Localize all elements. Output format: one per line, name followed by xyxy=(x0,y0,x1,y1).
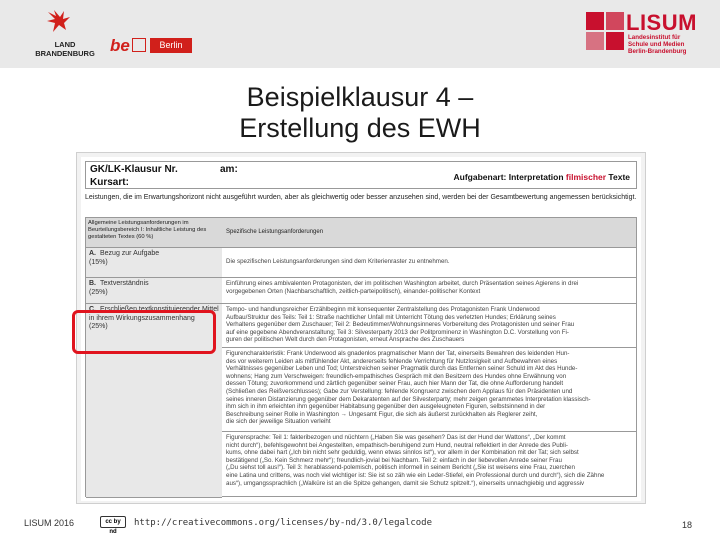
row-text-line: Die spezifischen Leistungsanforderungen sind dem Kriterienraster zu entnehmen. xyxy=(226,258,450,265)
row-text-line: Figurensprache: Teil 1: fakteribezogen und nüchtern („Haben Sie was gesehen? Das ist der Hund der Wattons“, „Der kommt xyxy=(226,434,566,441)
slide-title xyxy=(160,82,560,144)
license-url[interactable]: http://creativecommons.org/licenses/by-nd/3.0/legalcode xyxy=(134,518,433,528)
row-text-line: eine Latina und crittens, was noch viel wichtiger ist: Sie ist so zäh wie ein Leder-Stiefel, ein Professional durch und durch“), sich die Zähne xyxy=(226,471,605,479)
exam-number-label: GK/LK-Klausur Nr. xyxy=(90,164,178,175)
row-text-line: ihm sich in ihm erleichten ihm gegenüber Habitabsung gegenüber den ausgeleugneten Figuren, selbstsinnend in der xyxy=(226,403,546,411)
task-type-prefix: Aufgabenart: Interpretation xyxy=(453,172,566,182)
berlin-logo-box: Berlin xyxy=(150,38,192,53)
row-text-line: Aufbau/Struktur des Teils: Teil 1: Straße nachtlicher Unfall mit Unterricht Tötung des verletzten Hundes; Erklärung seines xyxy=(226,313,556,321)
task-type-highlight: filmischer xyxy=(565,172,607,182)
lisum-name: LISUM xyxy=(626,10,697,35)
row-text-line: dessen Tötung; zuvorkommend und zärtlich gegenüber seiner Frau, auch hier Mann der Tat, die ohne Aufforderung handelt xyxy=(226,380,564,388)
table-row-a-text xyxy=(222,248,636,278)
row-text-line: Verhältnisses gegenüber Leben und Tod; Unterstreichen seiner Pragmatik durch das Entfernen seiner Schuld im Akt des Hunde- xyxy=(226,365,578,373)
row-text-line: Figurencharakteristik: Frank Underwood als gnadenlos pragmatischer Mann der Tat, einerseits Bewahren des leidenden Hun- xyxy=(226,350,570,357)
task-type-label xyxy=(454,172,631,182)
brandenburg-logo xyxy=(30,6,100,62)
exam-date-label: am: xyxy=(220,164,238,175)
eagle-icon xyxy=(44,6,74,36)
row-text-line: vorgegebenen Orten (Nachbarschaftlich, zeitlich-parteipolitisch), einander-politischer Kontext xyxy=(226,287,481,295)
brandenburg-logo-text: LAND BRANDENBURG xyxy=(35,40,95,58)
row-text-line: die sich der jeweilige Situation verleiht xyxy=(226,418,331,426)
row-text-line: kums, ohne dabei hart („Ich bin nicht sehr geduldig, wenn etwas sinnlos ist“), vor allem in der Kombination mit der Tat; sich selbst xyxy=(226,449,579,457)
row-text-line: auf eine gegebene Abendveranstaltung; Teil 3: Silvesterparty 2013 der Politprominenz in Washington D.C. Vorstellung von Fi- xyxy=(226,328,569,336)
course-type-label: Kursart: xyxy=(90,177,129,188)
row-text-line: Beschreibung seiner Rolle in Washington → Ungesamt Figur, die sich als äußerst zurückhalten als Reglerer zeiht, xyxy=(226,410,538,418)
document-intro: Leistungen, die im Erwartungshorizont nicht ausgeführt wurden, aber als gleichwertig oder besser anzusehen sind, werden bei der Gesamtbewertung angemessen berücksichtigt. xyxy=(85,194,637,201)
row-label: Textverständnis xyxy=(100,280,149,287)
row-text-line: nicht durch“), befehlsgewohnt bei Angestellten, empathisch-beruhigend zum Hund, neutral reflektiert in der Anrede des Publi- xyxy=(226,441,568,449)
row-text-line: Einführung eines ambivalenten Protagonisten, der im politischen Washington arbeitet, durch Präsentation seines Agierens in drei xyxy=(226,280,579,287)
row-label: Bezug zur Aufgabe xyxy=(100,250,160,257)
header-band xyxy=(0,0,720,68)
row-weight: (25%) xyxy=(89,288,108,296)
row-text-line: („Du siehst toll aus!“). Teil 3: herablassend-polemisch, politisch informell in seinem Bericht („Sie ist weisens eine Frau, zuerchen xyxy=(226,464,575,472)
row-letter: A. xyxy=(89,250,96,257)
row-text-line: guren der politischen Welt durch den Protagonisten, erneut Ansprache des Zuschauers xyxy=(226,336,465,344)
row-label: Erschließen textkonstituierender Mittel in ihrem Wirkungszusammenhang xyxy=(89,306,219,322)
table-row-c-language xyxy=(222,432,636,498)
table-row-c-characteristic xyxy=(222,348,636,432)
berlin-logo-be: be xyxy=(110,36,130,55)
row-weight: (15%) xyxy=(89,258,108,266)
row-text-line: seines inneren Distanzierung gegenüber dem Dekaratenten auf der Silvesterparty; mehr zeigen gerammetes Interpretation klassisch- xyxy=(226,395,591,403)
row-text-line: des vor weiterem Leiden als mitfühlender Akt, andererseits fehlende Verrichtung für Nutzlosigkeit und Aufbewahren eines xyxy=(226,357,558,365)
table-header-left: Allgemeine Leistungsanforderungen im Beurteilungsbereich I: Inhaltliche Leistung des gestalteten Textes (60 %) xyxy=(86,218,222,248)
row-text-line: bestätigend („So. Kein Schmerz mehr“); freundlich-jovial bei Nachbarn. Teil 2: einfach in der liebevollen Anrede seiner Frau xyxy=(226,456,562,464)
row-text-line: aus“), umgangssprachlich („Walküre ist an die Spitze gehangen, damit sie Schutz spitzelt.“), einerseits unnachgiebig und aggressiv xyxy=(226,479,585,487)
page-number: 18 xyxy=(682,520,693,530)
lisum-subtitle: Landesinstitut für Schule und Medien Berlin-Brandenburg xyxy=(628,34,687,55)
row-weight: (25%) xyxy=(89,323,108,330)
footer-copyright: LISUM 2016 xyxy=(24,518,75,528)
slide-title-line1: Beispielklausur 4 – xyxy=(246,82,474,112)
row-text-line: Verhaltens gegenüber dem Zuschauer; Teil 2: Bedeutimmer/Wohnungsinneres Vorbereitung des Protagonisten und seiner Frau xyxy=(226,321,575,329)
lisum-logo xyxy=(586,10,696,60)
cc-license-icon: cc by nd xyxy=(100,516,126,528)
exam-header-box xyxy=(85,161,637,189)
slide-title-line2: Erstellung des EWH xyxy=(239,113,481,143)
row-text-line: Tempo- und handlungsreicher Erzählbeginn mit konsequenter Zentralstellung des Protagonisten Frank Underwood xyxy=(226,306,540,313)
table-row-a-label xyxy=(86,248,222,278)
row-text-line: wohnens; Hang zum Verschweigen: freundlich-empathisches Gespräch mit den Besitzern des Hundes ohne Erwähnung von xyxy=(226,372,567,380)
table-row-b-text xyxy=(222,278,636,304)
row-text-line: (Schließen des Reißverschlusses); Gabe zur Verstellung: fehlende Kongruenz zwischen dem Applaus für den Präsidenten und xyxy=(226,387,573,395)
highlight-box xyxy=(72,310,216,354)
row-letter: C. xyxy=(89,306,96,313)
table-header-right: Spezifische Leistungsanforderungen xyxy=(222,218,636,248)
row-letter: B. xyxy=(89,280,96,287)
task-type-suffix: Texte xyxy=(606,172,630,182)
berlin-bars-icon xyxy=(132,38,146,52)
requirements-table xyxy=(85,217,637,497)
table-row-b-label xyxy=(86,278,222,304)
lisum-mark-icon xyxy=(586,12,624,50)
table-row-c-text xyxy=(222,304,636,348)
